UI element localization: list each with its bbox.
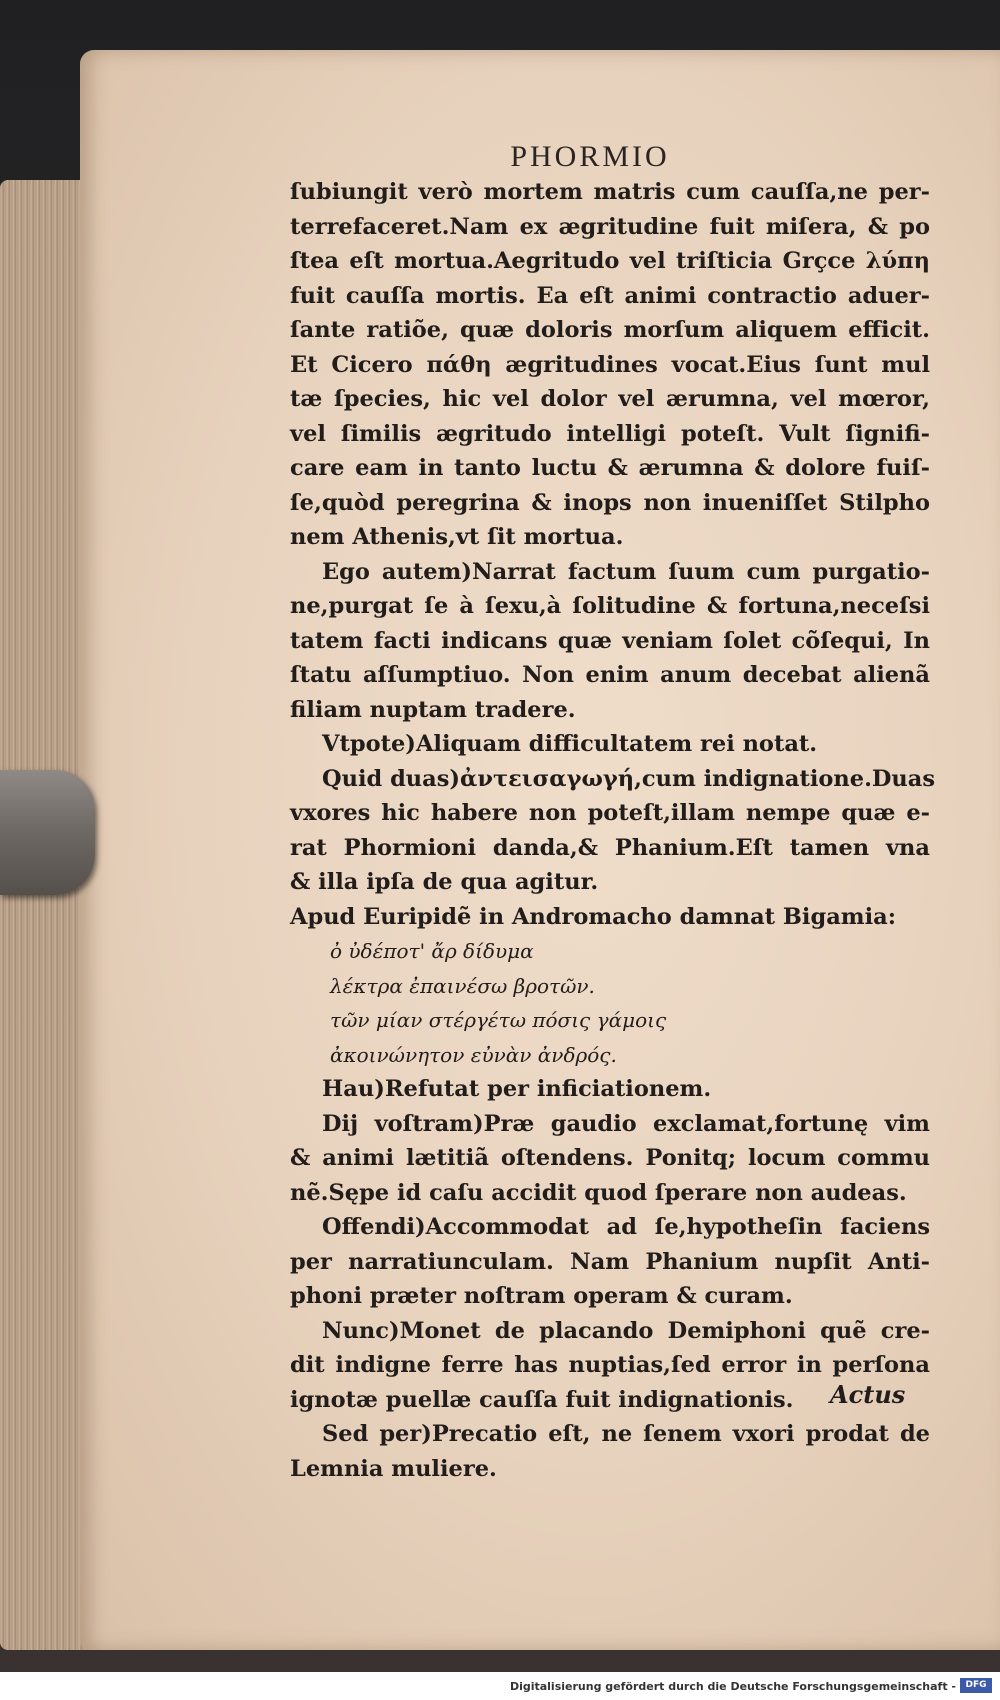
book-page-edges [0, 180, 90, 1650]
text-line: ſtea eſt mortua.Aegritudo vel triſticia Grçce λύπη [290, 248, 930, 274]
text-line: vel ſimilis ægritudo intelligi poteſt. Vult ſignifi- [290, 420, 930, 447]
text-line: ſe,quòd peregrina & inops non inueniſſet Stilpho [290, 489, 930, 516]
digitization-credit: Digitalisierung gefördert durch die Deutsche Forschungsgemeinschaft - [509, 1680, 956, 1693]
text-line: ſtatu aſſumptiuo. Non enim anum decebat alienã [290, 662, 930, 688]
text-line: Ego autem)Narrat factum ſuum cum purgatio- [322, 558, 930, 585]
text-line: phoni præter noſtram operam & curam. [290, 1283, 793, 1309]
text-line: ne,purgat ſe à ſexu,à ſolitudine & fortuna,neceſsi [290, 593, 930, 619]
text-line: dit indigne ferre has nuptias,ſed error in perſona [290, 1352, 930, 1378]
text-line: filiam nuptam tradere. [290, 696, 576, 723]
text-line: Nunc)Monet de placando Demiphoni quẽ cre- [322, 1317, 930, 1344]
text-line: λέκτρα ἐπαινέσω βροτῶν. [330, 973, 595, 998]
text-line: & animi lætitiã oſtendens. Ponitq; locum commu [290, 1145, 930, 1171]
catchword: Actus [830, 1380, 906, 1409]
text-line: & illa ipſa de qua agitur. [290, 869, 599, 895]
text-line: ignotæ puellæ cauſſa fuit indignationis. [290, 1386, 794, 1413]
text-line: Lemnia muliere. [290, 1455, 497, 1482]
text-line: ἀκοινώνητον εὐνὰν ἀνδρός. [330, 1042, 617, 1067]
text-line: Offendi)Accommodat ad ſe,hypotheſin faciens [322, 1214, 930, 1240]
dfg-logo: DFG [960, 1678, 992, 1693]
text-line: tæ ſpecies, hic vel dolor vel ærumna, vel mœror, [290, 386, 930, 412]
text-line: nẽ.Sępe id caſu accidit quod ſperare non audeas. [290, 1179, 907, 1206]
text-line: ſubiungit verò mortem matris cum cauſſa,ne per- [290, 179, 930, 205]
text-line: terrefaceret.Nam ex ægritudine fuit miſera, & po [290, 213, 930, 240]
text-line: Hau)Refutat per inficiationem. [322, 1076, 712, 1102]
text-line: Dij voſtram)Præ gaudio exclamat,fortunę vim [322, 1110, 930, 1137]
text-line: Apud Euripidẽ in Andromacho damnat Bigamia: [290, 903, 897, 930]
text-line: τῶν μίαν στέργέτω πόσις γάμοις [330, 1008, 667, 1032]
running-head: PHORMIO [510, 140, 670, 173]
text-line: Vtpote)Aliquam difficultatem rei notat. [322, 731, 818, 757]
page-text [290, 175, 936, 1486]
text-line: tatem facti indicans quæ veniam ſolet cõſequi, In [290, 627, 930, 654]
text-line: Et Cicero πάθη ægritudines vocat.Eius ſunt mul [290, 351, 930, 378]
page-clamp [0, 770, 95, 895]
text-line: Sed per)Precatio eſt, ne ſenem vxori prodat de [322, 1421, 930, 1447]
text-line: fuit cauſſa mortis. Ea eſt animi contractio aduer- [290, 282, 930, 309]
text-line: Quid duas)ἀντεισαγωγή,cum indignatione.Duas [322, 765, 936, 792]
text-line: rat Phormioni danda,& Phanium.Eſt tamen vna [290, 834, 930, 861]
text-line: care eam in tanto luctu & ærumna & dolore fuiſ- [290, 455, 930, 481]
text-line: ſante ratiõe, quæ doloris morſum aliquem efficit. [290, 317, 930, 343]
text-line: nem Athenis,vt ſit mortua. [290, 524, 624, 550]
text-line: per narratiunculam. Nam Phanium nupſit Anti- [290, 1248, 930, 1275]
text-line: vxores hic habere non poteſt,illam nempe quæ e- [290, 800, 930, 826]
text-line: ὀ ὐδέποτ' ἄρ δίδυμα [330, 939, 534, 963]
